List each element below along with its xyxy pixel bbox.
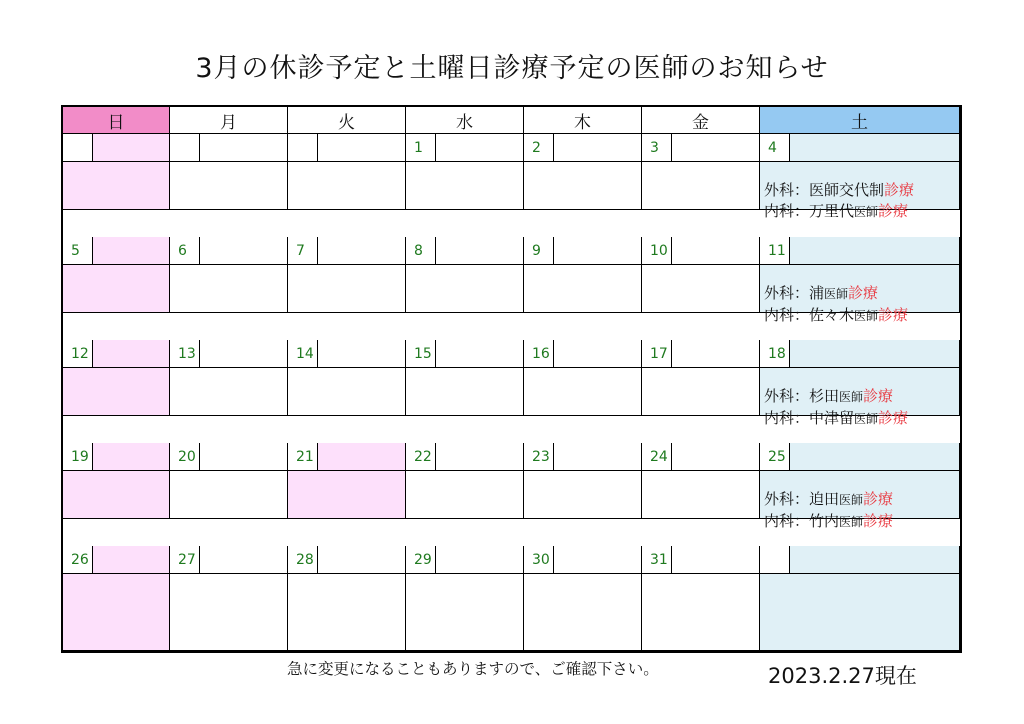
date-number: 8 [406, 237, 436, 265]
date-number: 23 [524, 443, 554, 471]
consultation-status: 診療 [863, 512, 894, 530]
weekday-header: 水 [406, 107, 524, 134]
saturday-note-cell [760, 162, 960, 220]
date-number: 19 [63, 443, 93, 471]
date-header-spacer [672, 237, 760, 265]
day-cell [170, 162, 288, 210]
date-number: 14 [288, 340, 318, 368]
date-number: 2 [524, 134, 554, 162]
date-header-spacer [554, 237, 642, 265]
footer-note: 急に変更になることもありますので、ご確認下さい。 [287, 660, 659, 678]
date-number: 6 [170, 237, 200, 265]
consultation-status: 診療 [863, 387, 894, 405]
date-number: 16 [524, 340, 554, 368]
as-of-date: 2023.2.27現在 [768, 664, 917, 688]
date-header-spacer [318, 340, 406, 368]
doctor-line [764, 180, 959, 201]
date-number: 13 [170, 340, 200, 368]
department-doctor: 内科：中津留 [764, 409, 855, 427]
date-number: 26 [63, 546, 93, 574]
day-cell [63, 265, 170, 313]
date-header-spacer [93, 340, 170, 368]
consultation-status: 診療 [878, 409, 909, 427]
doctor-line [764, 283, 959, 305]
date-header-spacer [318, 237, 406, 265]
doctor-schedule [760, 368, 959, 430]
department-doctor: 外科：医師交代制 [764, 181, 885, 199]
weekday-header: 月 [170, 107, 288, 134]
date-header-spacer [200, 237, 288, 265]
saturday-note-cell [760, 574, 960, 651]
date-number [63, 134, 93, 162]
date-number: 4 [760, 134, 790, 162]
date-header-spacer [436, 237, 524, 265]
date-number: 10 [642, 237, 672, 265]
day-cell [642, 471, 760, 519]
day-cell [170, 574, 288, 651]
date-header-spacer [554, 546, 642, 574]
date-number [288, 134, 318, 162]
weekday-header: 土 [760, 107, 960, 134]
date-header-spacer [672, 134, 760, 162]
date-number [170, 134, 200, 162]
department-doctor: 内科：佐々木 [764, 306, 855, 324]
department-doctor: 外科：迫田 [764, 490, 840, 508]
day-cell [406, 162, 524, 210]
doctor-title: 医師 [854, 309, 879, 323]
date-number: 29 [406, 546, 436, 574]
date-number: 9 [524, 237, 554, 265]
doctor-title: 医師 [854, 412, 879, 426]
date-header-spacer [554, 443, 642, 471]
date-header-spacer [318, 134, 406, 162]
date-header-spacer [790, 443, 960, 471]
saturday-note-cell [760, 471, 960, 530]
day-cell [524, 162, 642, 210]
day-cell [642, 162, 760, 210]
consultation-status: 診療 [884, 181, 915, 199]
page-title: 3月の休診予定と土曜日診療予定の医師のお知らせ [195, 53, 829, 84]
date-number: 30 [524, 546, 554, 574]
day-cell [288, 471, 406, 519]
day-cell [288, 162, 406, 210]
weekday-header: 金 [642, 107, 760, 134]
doctor-title: 医師 [839, 493, 864, 507]
date-header-spacer [318, 443, 406, 471]
date-header-spacer [93, 237, 170, 265]
date-header-spacer [436, 134, 524, 162]
day-cell [642, 574, 760, 651]
department-doctor: 外科：杉田 [764, 387, 840, 405]
saturday-note-cell [760, 265, 960, 324]
day-cell [63, 574, 170, 651]
date-header-spacer [672, 340, 760, 368]
day-cell [642, 265, 760, 313]
date-header-spacer [318, 546, 406, 574]
date-header-spacer [93, 546, 170, 574]
doctor-line [764, 489, 959, 511]
day-cell [63, 471, 170, 519]
doctor-line [764, 511, 959, 533]
date-number: 20 [170, 443, 200, 471]
doctor-line [764, 408, 959, 430]
doctor-schedule [760, 265, 959, 327]
date-header-spacer [436, 546, 524, 574]
date-number: 25 [760, 443, 790, 471]
day-cell [524, 574, 642, 651]
date-header-spacer [790, 340, 960, 368]
doctor-line [764, 386, 959, 408]
day-cell [524, 471, 642, 519]
day-cell [524, 265, 642, 313]
day-cell [524, 368, 642, 416]
date-number: 28 [288, 546, 318, 574]
date-header-spacer [790, 546, 960, 574]
date-header-spacer [790, 134, 960, 162]
day-cell [288, 368, 406, 416]
consultation-status: 診療 [848, 284, 879, 302]
date-number: 27 [170, 546, 200, 574]
day-cell [170, 368, 288, 416]
date-number [760, 546, 790, 574]
department-doctor: 内科：竹内 [764, 512, 840, 530]
date-header-spacer [672, 546, 760, 574]
consultation-status: 診療 [878, 202, 909, 220]
date-number: 22 [406, 443, 436, 471]
day-cell [406, 368, 524, 416]
doctor-title: 医師 [854, 205, 879, 219]
doctor-schedule [760, 162, 959, 223]
consultation-status: 診療 [863, 490, 894, 508]
date-number: 15 [406, 340, 436, 368]
date-number: 3 [642, 134, 672, 162]
date-header-spacer [554, 340, 642, 368]
date-header-spacer [672, 443, 760, 471]
weekday-header: 火 [288, 107, 406, 134]
date-header-spacer [200, 340, 288, 368]
doctor-schedule [760, 471, 959, 533]
date-number: 18 [760, 340, 790, 368]
day-cell [406, 471, 524, 519]
day-cell [288, 265, 406, 313]
doctor-line [764, 201, 959, 223]
date-header-spacer [554, 134, 642, 162]
date-header-spacer [790, 237, 960, 265]
doctor-title: 医師 [824, 287, 849, 301]
doctor-title: 医師 [839, 515, 864, 529]
date-number: 7 [288, 237, 318, 265]
date-header-spacer [93, 134, 170, 162]
date-number: 24 [642, 443, 672, 471]
doctor-title: 医師 [839, 390, 864, 404]
day-cell [63, 162, 170, 210]
date-number: 21 [288, 443, 318, 471]
weekday-header: 木 [524, 107, 642, 134]
day-cell [170, 265, 288, 313]
doctor-line [764, 305, 959, 327]
day-cell [288, 574, 406, 651]
calendar-grid [61, 105, 962, 653]
day-cell [406, 265, 524, 313]
date-header-spacer [436, 340, 524, 368]
date-number: 17 [642, 340, 672, 368]
day-cell [406, 574, 524, 651]
date-header-spacer [200, 546, 288, 574]
date-number: 12 [63, 340, 93, 368]
consultation-status: 診療 [878, 306, 909, 324]
date-number: 31 [642, 546, 672, 574]
saturday-note-cell [760, 368, 960, 427]
day-cell [642, 368, 760, 416]
date-number: 11 [760, 237, 790, 265]
date-header-spacer [436, 443, 524, 471]
date-header-spacer [200, 443, 288, 471]
department-doctor: 外科：浦 [764, 284, 825, 302]
date-number: 1 [406, 134, 436, 162]
department-doctor: 内科：万里代 [764, 202, 855, 220]
date-header-spacer [93, 443, 170, 471]
day-cell [63, 368, 170, 416]
date-header-spacer [200, 134, 288, 162]
date-number: 5 [63, 237, 93, 265]
weekday-header: 日 [63, 107, 170, 134]
day-cell [170, 471, 288, 519]
